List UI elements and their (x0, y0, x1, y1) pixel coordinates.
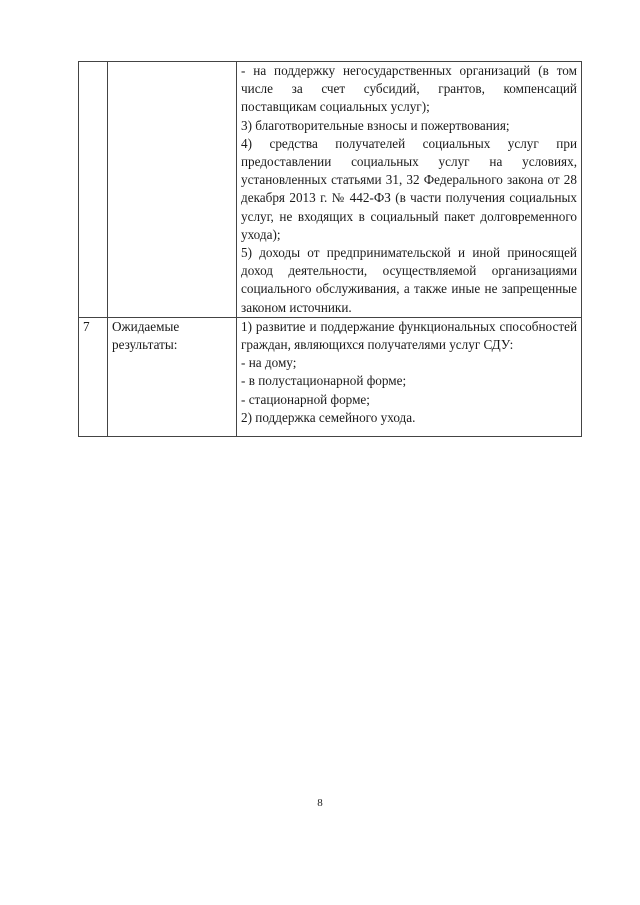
page-number: 8 (317, 797, 323, 809)
content-paragraph: 1) развитие и поддержание функциональных способностей граждан, являющихся получателями услуг СДУ: (241, 318, 577, 353)
content-paragraph: 5) доходы от предпринимательской и иной приносящей доход деятельности, осуществляемой организациями социального обслуживания, а также иные не запрещенные законом источники. (241, 245, 577, 315)
row-content-cell (237, 317, 582, 436)
table-row (79, 317, 582, 436)
row-label-cell (108, 62, 237, 318)
row-label-cell: Ожидаемые результаты: (108, 317, 237, 436)
row-content-cell (237, 62, 582, 318)
row-number-cell: 7 (79, 317, 108, 436)
content-paragraph: - на поддержку негосударственных организаций (в том числе за счет субсидий, грантов, компенсаций поставщикам социальных услуг); (241, 63, 577, 115)
content-paragraph: 2) поддержка семейного ухода. (241, 409, 416, 425)
content-paragraph: - стационарной форме; (241, 391, 370, 407)
content-paragraph: 4) средства получателей социальных услуг при предоставлении социальных услуг на условиях, установленных статьями 31, 32 Федерального закона от 28 декабря 2013 г. № 442-ФЗ (в части получения социальных услуг, не входящих в социальный пакет долговременного ухода); (241, 135, 577, 242)
row-number-cell (79, 62, 108, 318)
content-paragraph: - в полустационарной форме; (241, 373, 407, 389)
content-paragraph: - на дому; (241, 355, 297, 371)
table-row (79, 62, 582, 318)
program-table (78, 61, 582, 437)
content-paragraph: 3) благотворительные взносы и пожертвования; (241, 117, 510, 133)
